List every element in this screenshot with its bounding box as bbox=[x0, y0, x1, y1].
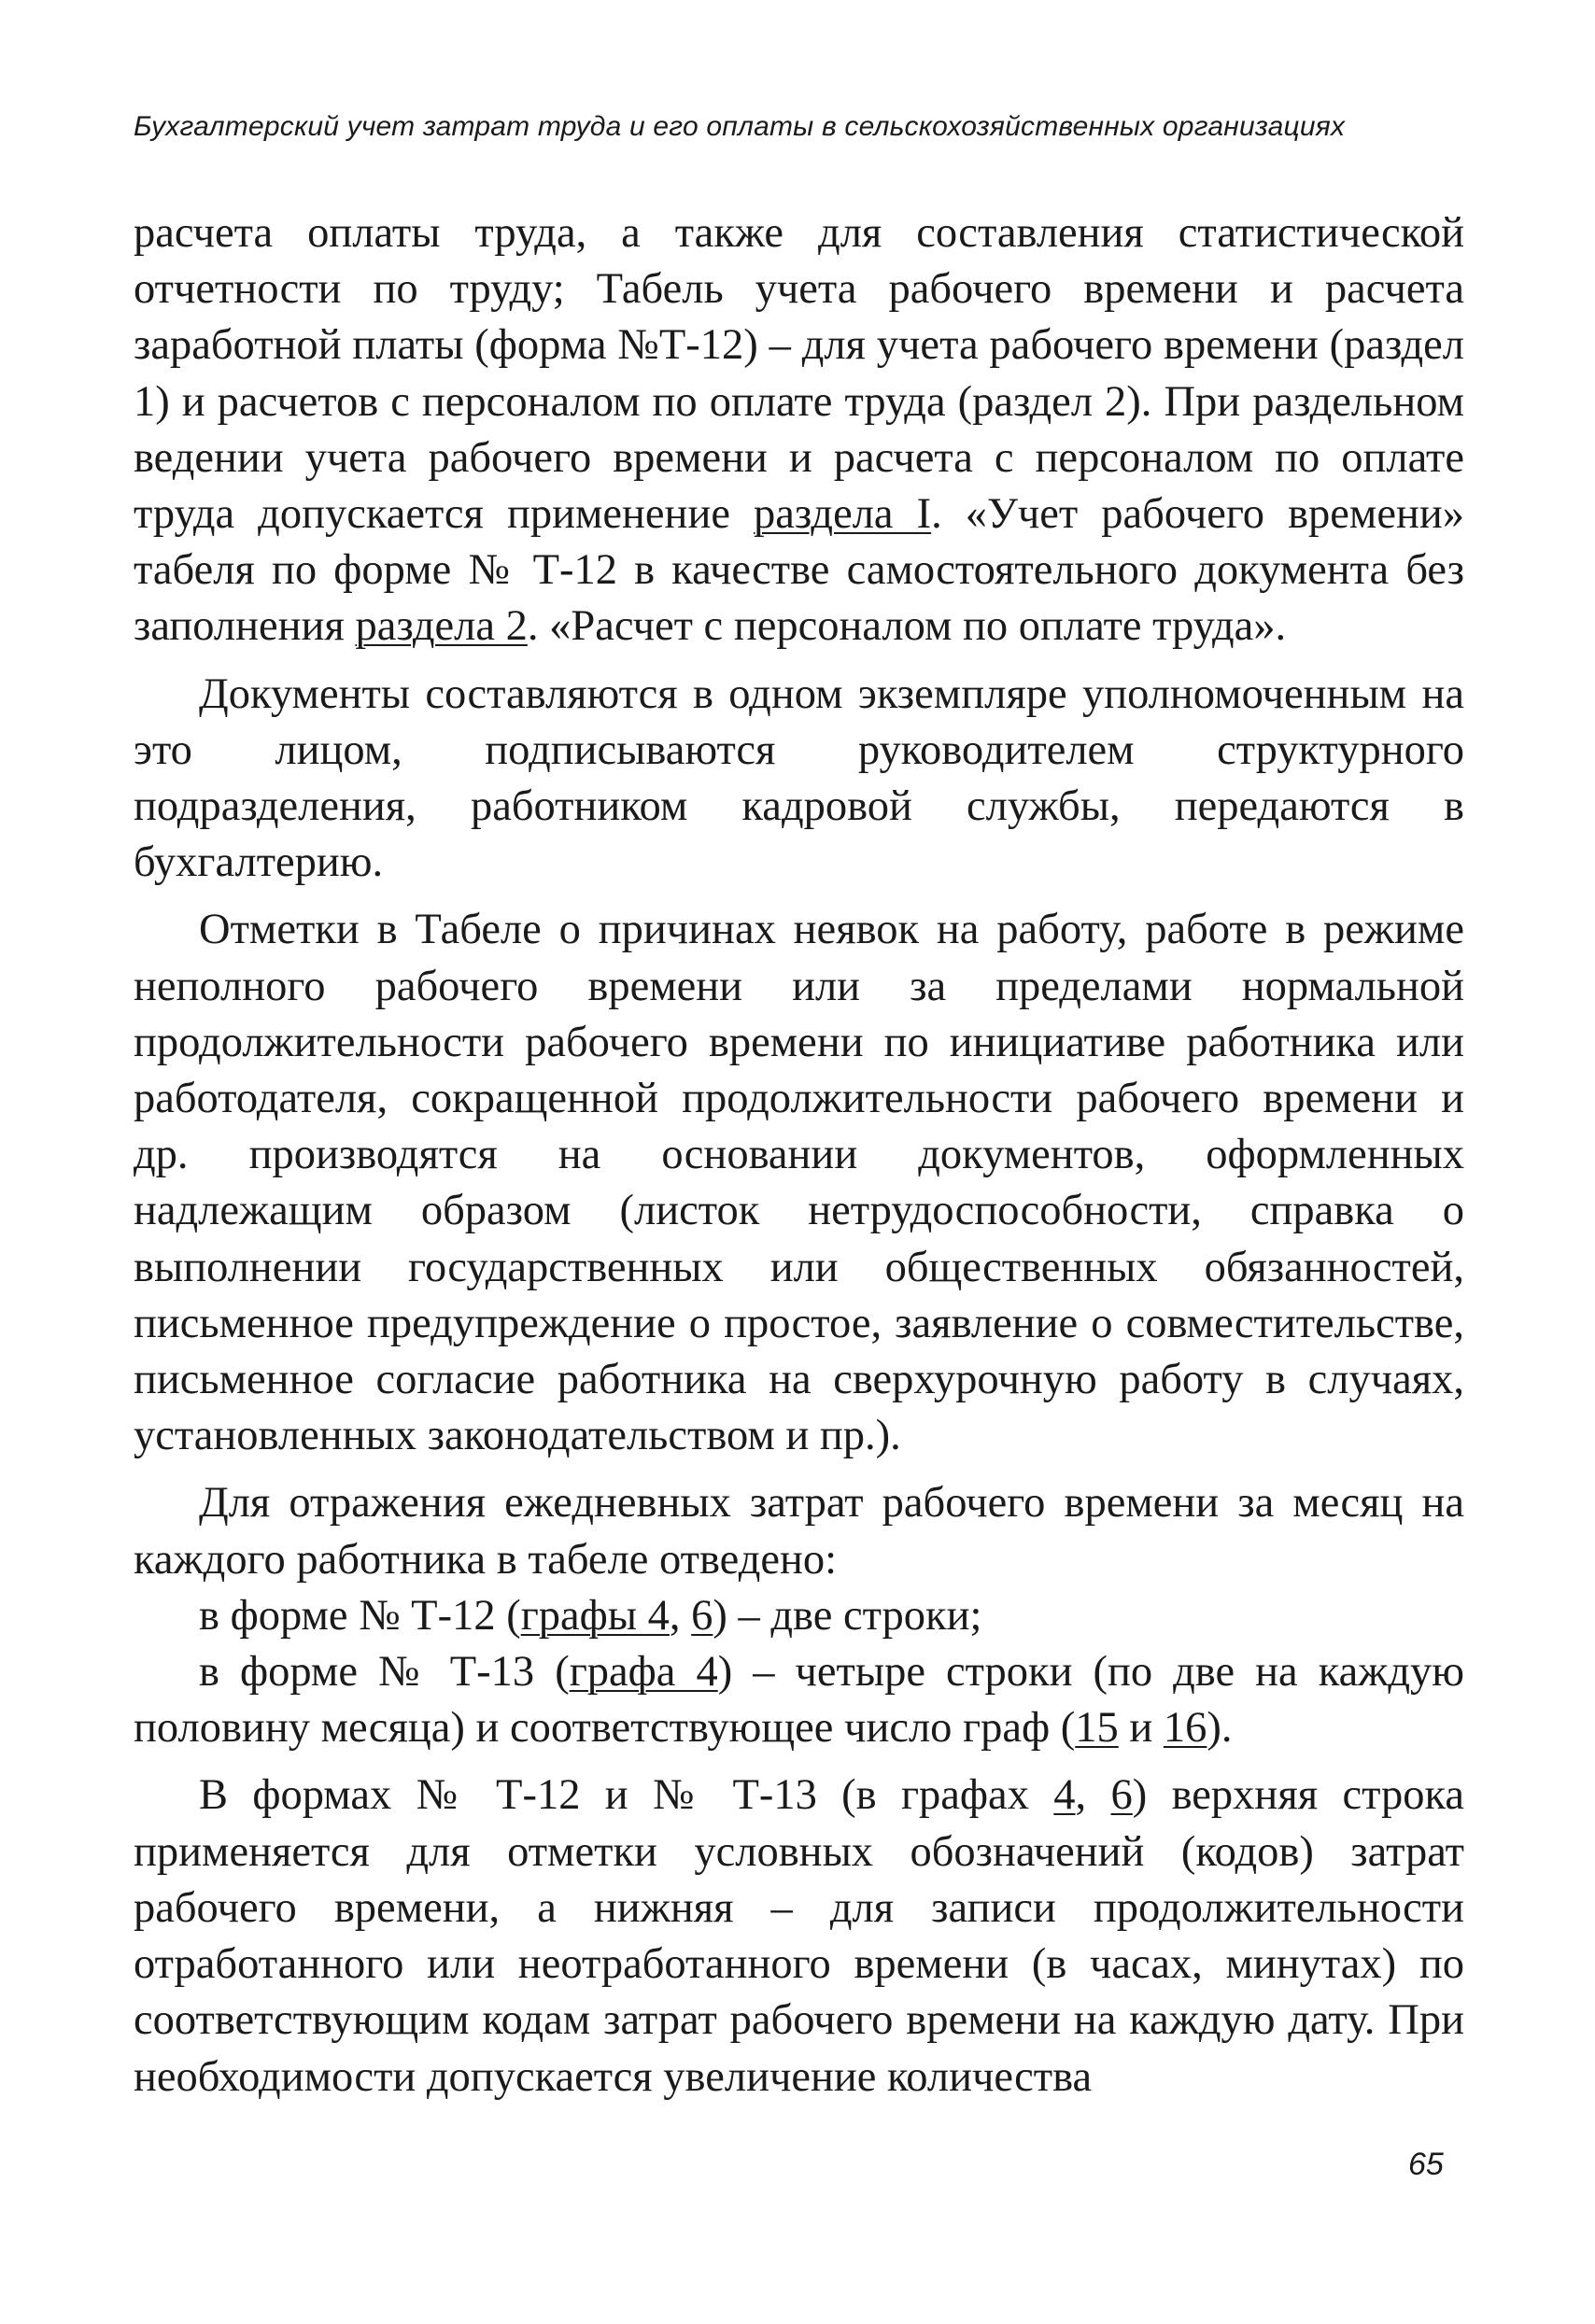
text-segment: . «Расчет с персоналом по оплате труда». bbox=[527, 602, 1287, 651]
text-segment: ) – четыре строки (по две на каждую половину месяца) и соответствующее число граф ( bbox=[134, 1648, 1465, 1753]
document-reference-link[interactable]: графы 4 bbox=[520, 1591, 670, 1640]
text-segment: , bbox=[1075, 1771, 1111, 1820]
text-segment: в форме № Т-12 ( bbox=[199, 1591, 521, 1640]
text-segment: расчета оплаты труда, а также для составления статистической отчетности по труду; Табель учета рабочего времени и расчета заработной платы (форма №Т-12) – для учета рабочего времени (раздел 1) и расчетов с персоналом по оплате труда (раздел 2). При раздельном ведении учета рабочего времени и расчета с персоналом по оплате труда допускается применение bbox=[134, 209, 1464, 539]
paragraph-7 bbox=[134, 1768, 1464, 2105]
running-header: Бухгалтерский учет затрат труда и его оплаты в сельскохозяйственных организациях bbox=[134, 111, 1346, 142]
body-text bbox=[134, 205, 1464, 2106]
text-segment: Для отражения ежедневных затрат рабочего времени за месяц на каждого работника в табеле отведено: bbox=[134, 1479, 1464, 1584]
text-segment: В формах № Т-12 и № Т-13 (в графах bbox=[199, 1771, 1054, 1820]
text-segment: Документы составляются в одном экземпляре уполномоченным на это лицом, подписываются руководителем структурного подразделения, работником кадровой службы, передаются в бухгалтерию. bbox=[134, 669, 1464, 887]
page-number: 65 bbox=[1408, 2147, 1444, 2182]
text-segment: ). bbox=[1207, 1704, 1233, 1753]
document-reference-link[interactable]: 6 bbox=[1110, 1771, 1133, 1820]
document-reference-link[interactable]: графа 4 bbox=[569, 1648, 718, 1697]
document-reference-link[interactable]: 4 bbox=[1053, 1771, 1076, 1820]
text-segment: ) верхняя строка применяется для отметки условных обозначений (кодов) затрат рабочего времени, а нижняя – для записи продолжительности отработанного или неотработанного времени (в часах, минутах) по соответствующим кодам затрат рабочего времени на каждую дату. При необходимости допускается увеличение количества bbox=[134, 1771, 1464, 2101]
text-segment: Отметки в Табеле о причинах неявок на работу, работе в режиме неполного рабочего времени или за пределами нормальной продолжительности рабочего времени по инициативе работника или работодателя, сокращенной продолжительности рабочего времени и др. производятся на основании документов, оформленных надлежащим образом (листок нетрудоспособности, справка о выполнении государственных или общественных обязанностей, письменное предупреждение о простое, заявление о совместительстве, письменное согласие работника на сверхурочную работу в случаях, установленных законодательством и пр.). bbox=[134, 906, 1464, 1460]
document-reference-link[interactable]: 6 bbox=[691, 1591, 713, 1640]
document-reference-link[interactable]: раздела 2 bbox=[355, 602, 528, 651]
document-reference-link[interactable]: 16 bbox=[1163, 1704, 1207, 1753]
document-reference-link[interactable]: 15 bbox=[1075, 1704, 1119, 1753]
document-reference-link[interactable]: раздела I bbox=[754, 490, 932, 539]
text-segment: , bbox=[669, 1591, 692, 1640]
paragraph-3 bbox=[134, 902, 1464, 1464]
paragraph-4 bbox=[134, 1475, 1464, 1587]
text-segment: ) – две строки; bbox=[713, 1591, 982, 1640]
paragraph-2 bbox=[134, 667, 1464, 892]
paragraph-1 bbox=[134, 205, 1464, 655]
text-segment: . «Учет рабочего времени» табеля по форме № Т-12 в качестве самостоятельного документа без заполнения bbox=[134, 490, 1465, 651]
text-segment: и bbox=[1118, 1704, 1164, 1753]
paragraph-5 bbox=[134, 1588, 1464, 1644]
text-segment: в форме № Т-13 ( bbox=[199, 1648, 570, 1697]
paragraph-6 bbox=[134, 1644, 1464, 1756]
